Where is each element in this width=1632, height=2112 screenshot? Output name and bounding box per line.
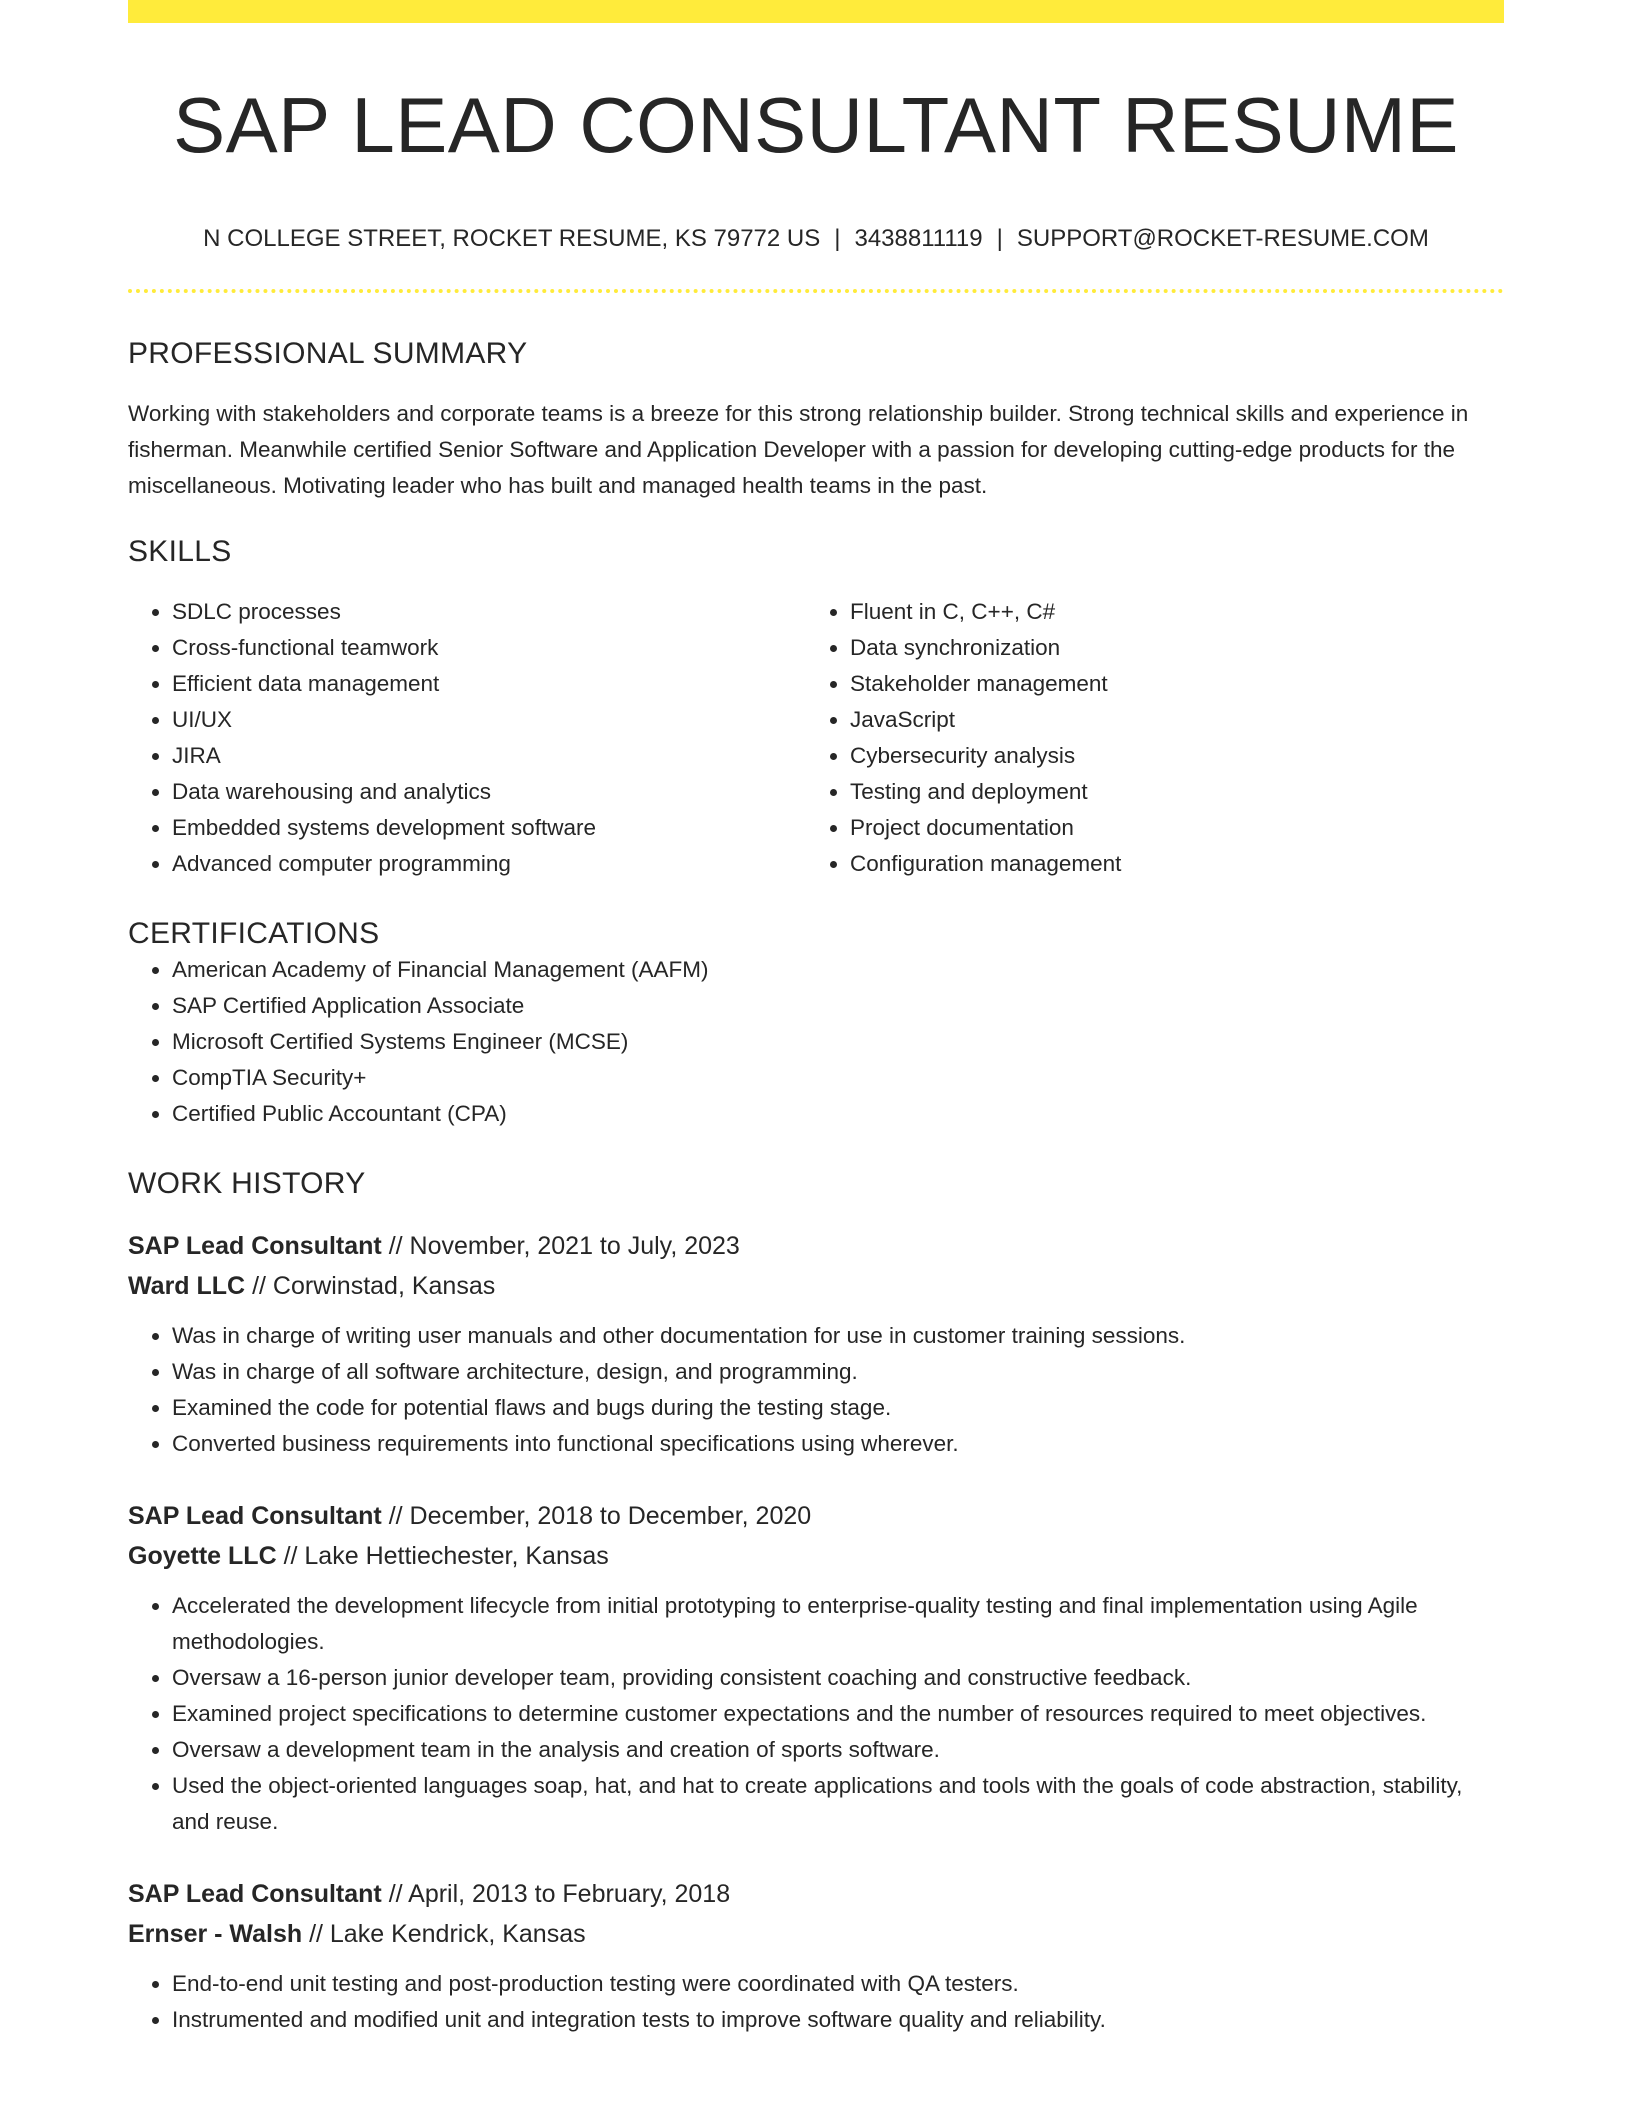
- certification-item: • Microsoft Certified Systems Engineer (MCSE): [172, 1024, 1504, 1060]
- job-company: Goyette LLC: [128, 1541, 277, 1570]
- summary-heading: PROFESSIONAL SUMMARY: [128, 336, 528, 370]
- job-bullet: • Was in charge of all software architecture, design, and programming.: [172, 1354, 1504, 1390]
- job-company-line: [128, 1536, 1504, 1576]
- certifications-list: [128, 952, 1504, 1132]
- job-role: SAP Lead Consultant: [128, 1231, 382, 1260]
- skill-item: • JavaScript: [850, 702, 1484, 738]
- work-history-heading: WORK HISTORY: [128, 1166, 366, 1200]
- skill-item: • Cybersecurity analysis: [850, 738, 1484, 774]
- job-role: SAP Lead Consultant: [128, 1879, 382, 1908]
- job-dates: // April, 2013 to February, 2018: [381, 1879, 731, 1908]
- skill-item: • Cross-functional teamwork: [172, 630, 806, 666]
- skill-item: • SDLC processes: [172, 594, 806, 630]
- skill-item: • Project documentation: [850, 810, 1484, 846]
- job-entry: [128, 1874, 1504, 2038]
- contact-email[interactable]: SUPPORT@ROCKET-RESUME.COM: [1016, 224, 1429, 252]
- job-bullet: • Accelerated the development lifecycle from initial prototyping to enterprise-quality testing and final implementation using Agile methodologies.: [172, 1588, 1504, 1660]
- contact-line: [128, 224, 1504, 254]
- skill-item: • JIRA: [172, 738, 806, 774]
- skills-right-list: [806, 594, 1484, 882]
- job-company-line: [128, 1914, 1504, 1954]
- job-bullet: • Examined the code for potential flaws and bugs during the testing stage.: [172, 1390, 1504, 1426]
- skill-item: • Data synchronization: [850, 630, 1484, 666]
- job-company-line: [128, 1266, 1504, 1306]
- skill-item: • Advanced computer programming: [172, 846, 806, 882]
- skill-item: • Stakeholder management: [850, 666, 1484, 702]
- skill-item: • UI/UX: [172, 702, 806, 738]
- job-role: SAP Lead Consultant: [128, 1501, 382, 1530]
- job-bullet: • Instrumented and modified unit and integration tests to improve software quality and reliability.: [172, 2002, 1504, 2038]
- top-accent-bar: [128, 0, 1504, 23]
- job-bullets: [128, 1318, 1504, 1462]
- job-location: // Lake Kendrick, Kansas: [302, 1919, 586, 1948]
- skill-item: • Fluent in C, C++, C#: [850, 594, 1484, 630]
- contact-address: N COLLEGE STREET, ROCKET RESUME, KS 79772 US: [203, 224, 821, 252]
- contact-phone[interactable]: 3438811119: [854, 224, 983, 252]
- skill-item: • Embedded systems development software: [172, 810, 806, 846]
- job-dates: // December, 2018 to December, 2020: [381, 1501, 812, 1530]
- certification-item: • SAP Certified Application Associate: [172, 988, 1504, 1024]
- job-bullets: [128, 1588, 1504, 1840]
- resume-page: [128, 0, 1504, 2038]
- job-location: // Corwinstad, Kansas: [245, 1271, 496, 1300]
- job-company: Ernser - Walsh: [128, 1919, 303, 1948]
- skills-heading: SKILLS: [128, 534, 232, 568]
- job-bullet: • Was in charge of writing user manuals and other documentation for use in customer training sessions.: [172, 1318, 1504, 1354]
- job-role-line: [128, 1226, 1504, 1266]
- skill-item: • Data warehousing and analytics: [172, 774, 806, 810]
- certification-item: • Certified Public Accountant (CPA): [172, 1096, 1504, 1132]
- job-dates: // November, 2021 to July, 2023: [381, 1231, 740, 1260]
- job-bullet: • End-to-end unit testing and post-production testing were coordinated with QA testers.: [172, 1966, 1504, 2002]
- certification-item: • CompTIA Security+: [172, 1060, 1504, 1096]
- job-entry: [128, 1496, 1504, 1840]
- skills-left-list: [128, 594, 806, 882]
- certification-item: • American Academy of Financial Management (AAFM): [172, 952, 1504, 988]
- resume-title: SAP LEAD CONSULTANT RESUME: [173, 81, 1459, 169]
- job-role-line: [128, 1496, 1504, 1536]
- skills-columns: [128, 594, 1504, 882]
- contact-separator: |: [996, 224, 1003, 252]
- skill-item: • Testing and deployment: [850, 774, 1484, 810]
- skill-item: • Configuration management: [850, 846, 1484, 882]
- job-bullets: [128, 1966, 1504, 2038]
- job-bullet: • Converted business requirements into functional specifications using wherever.: [172, 1426, 1504, 1462]
- summary-text: Working with stakeholders and corporate teams is a breeze for this strong relationship builder. Strong technical skills and experience in fisherman. Meanwhile certified Senior Software and Application Developer with a passion for developing cutting-edge products for the miscellaneous. Motivating leader who has built and managed health teams in the past.: [128, 400, 1469, 498]
- dotted-divider: [128, 289, 1504, 293]
- skill-item: • Efficient data management: [172, 666, 806, 702]
- job-bullet: • Examined project specifications to determine customer expectations and the number of resources required to meet objectives.: [172, 1696, 1504, 1732]
- job-entry: [128, 1226, 1504, 1462]
- job-bullet: • Used the object-oriented languages soap, hat, and hat to create applications and tools with the goals of code abstraction, stability, and reuse.: [172, 1768, 1504, 1840]
- job-bullet: • Oversaw a development team in the analysis and creation of sports software.: [172, 1732, 1504, 1768]
- job-bullet: • Oversaw a 16-person junior developer team, providing consistent coaching and constructive feedback.: [172, 1660, 1504, 1696]
- job-location: // Lake Hettiechester, Kansas: [276, 1541, 609, 1570]
- job-role-line: [128, 1874, 1504, 1914]
- contact-separator: |: [834, 224, 841, 252]
- job-company: Ward LLC: [128, 1271, 246, 1300]
- certifications-heading: CERTIFICATIONS: [128, 916, 380, 950]
